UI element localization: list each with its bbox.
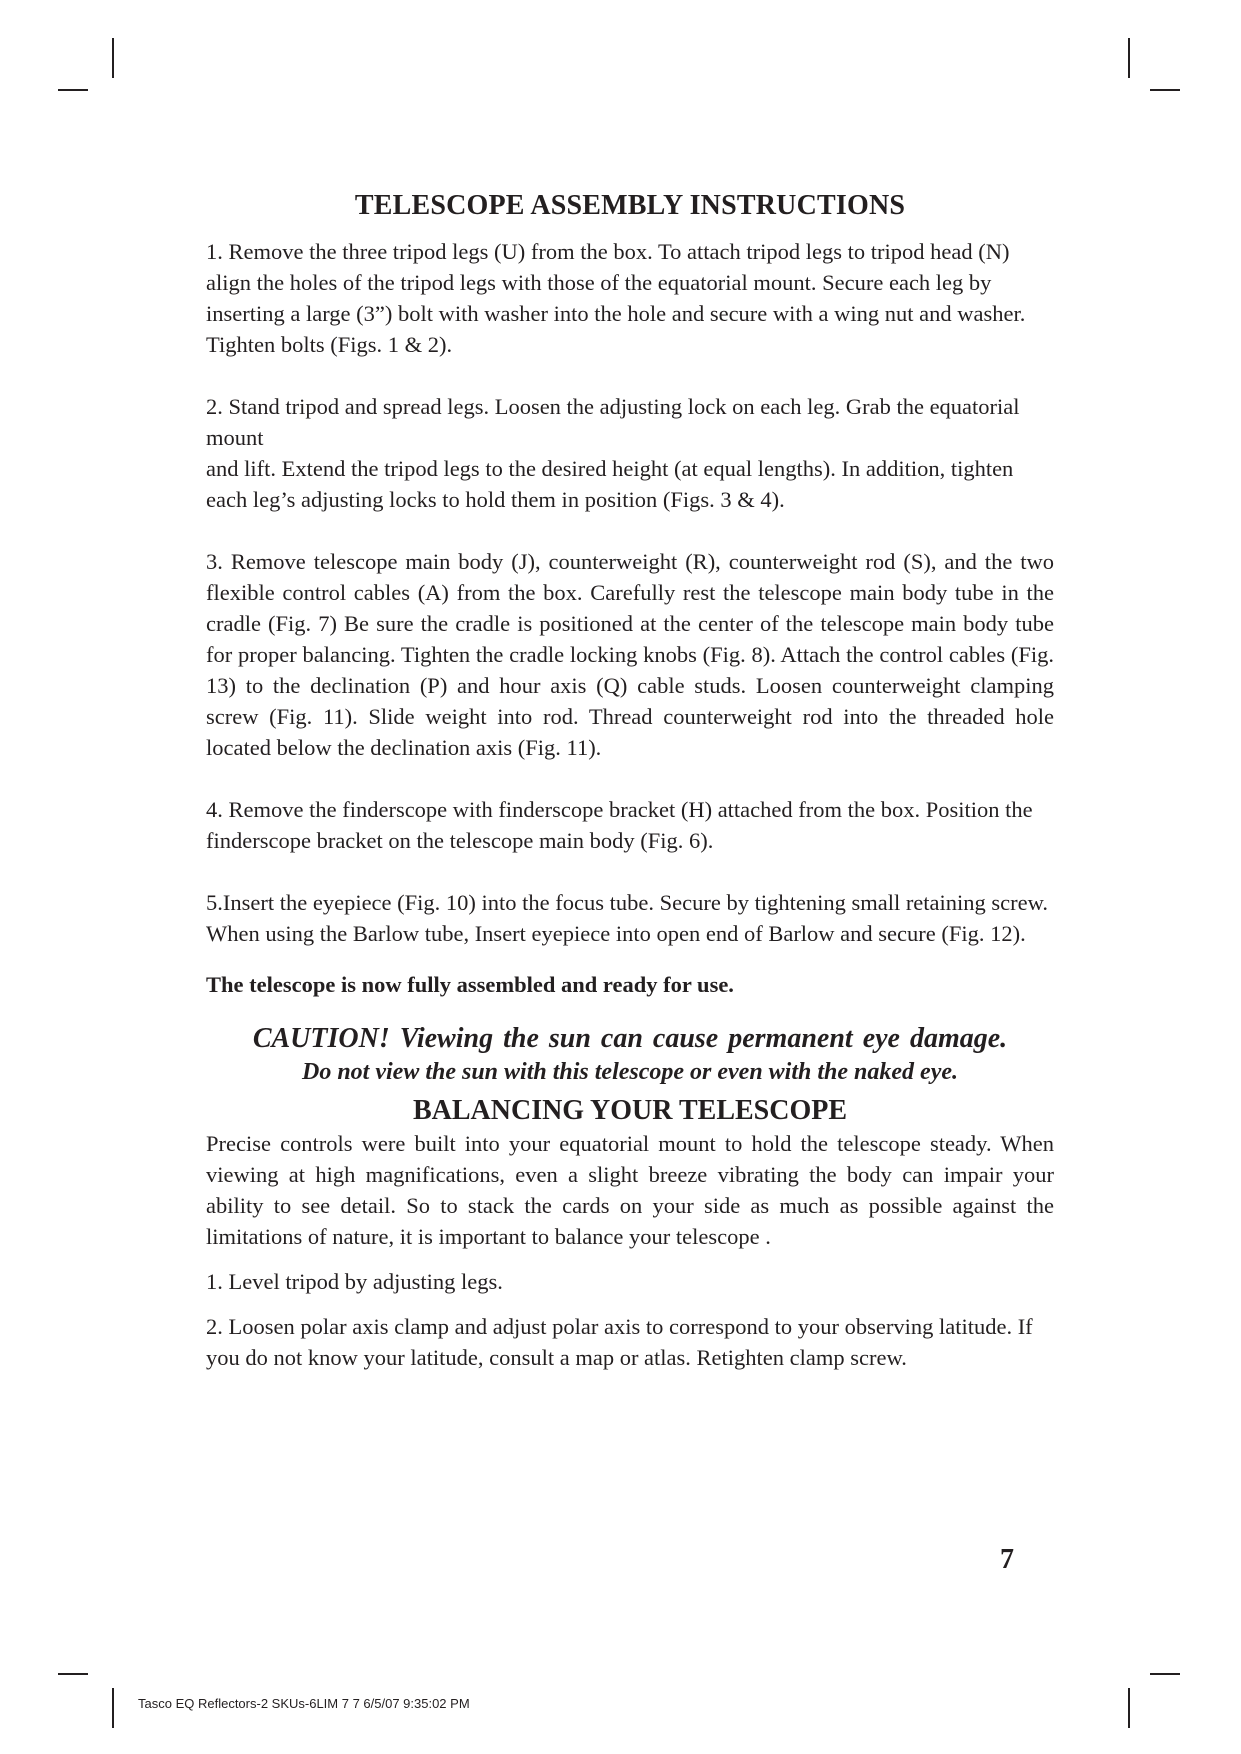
print-slug-footer: Tasco EQ Reflectors-2 SKUs-6LIM 7 7 6/5/07 9:35:02 PM xyxy=(138,1696,470,1711)
balancing-step-2: 2. Loosen polar axis clamp and adjust polar axis to correspond to your observing latitude. If you do not know your latitude, consult a map or atlas. Retighten clamp screw. xyxy=(206,1314,1033,1370)
crop-mark-bottom-left-horizontal xyxy=(58,1673,88,1675)
crop-mark-top-left-vertical xyxy=(112,38,114,78)
crop-mark-bottom-right-horizontal xyxy=(1150,1673,1180,1675)
crop-mark-bottom-right-vertical xyxy=(1128,1688,1130,1728)
crop-mark-bottom-left-vertical xyxy=(112,1688,114,1728)
page-number: 7 xyxy=(1000,1544,1014,1575)
step-4-paragraph: 4. Remove the finderscope with finderscope bracket (H) attached from the box. Position the finderscope bracket on the telescope main body (Fig. 6). xyxy=(206,797,1033,853)
balancing-step-1: 1. Level tripod by adjusting legs. xyxy=(206,1269,503,1294)
caution-subwarning: Do not view the sun with this telescope or even with the naked eye. xyxy=(302,1059,958,1085)
step-2-paragraph: 2. Stand tripod and spread legs. Loosen the adjusting lock on each leg. Grab the equatorial mount xyxy=(206,394,1020,450)
step-1-paragraph: 1. Remove the three tripod legs (U) from the box. To attach tripod legs to tripod head (N) align the holes of the tripod legs with those of the equatorial mount. Secure each leg by inserting a large (3”) bolt with washer into the hole and secure with a wing nut and washer. Tighten bolts (Figs. 1 & 2). xyxy=(206,239,1026,357)
crop-mark-top-left-horizontal xyxy=(58,89,88,91)
crop-mark-top-right-vertical xyxy=(1128,38,1130,78)
balancing-intro: Precise controls were built into your equatorial mount to hold the telescope steady. When viewing at high magnifications, even a slight breeze vibrating the body can impair your ability to see detail. So to stack the cards on your side as much as possible against the limitations of nature, it is important to balance your telescope . xyxy=(206,1131,1054,1249)
caution-warning: CAUTION! Viewing the sun can cause permanent eye damage. xyxy=(252,1023,1008,1054)
page-title: TELESCOPE ASSEMBLY INSTRUCTIONS xyxy=(354,190,906,221)
page-content xyxy=(206,190,1054,1373)
assembled-note: The telescope is now fully assembled and ready for use. xyxy=(206,972,734,997)
crop-mark-top-right-horizontal xyxy=(1150,89,1180,91)
step-5-paragraph: 5.Insert the eyepiece (Fig. 10) into the focus tube. Secure by tightening small retaining screw. When using the Barlow tube, Insert eyepiece into open end of Barlow and secure (Fig. 12). xyxy=(206,890,1049,946)
step-3-paragraph: 3. Remove telescope main body (J), counterweight (R), counterweight rod (S), and the two flexible control cables (A) from the box. Carefully rest the telescope main body tube in the cradle (Fig. 7) Be sure the cradle is positioned at the center of the telescope main body tube for proper balancing. Tighten the cradle locking knobs (Fig. 8). Attach the control cables (Fig. 13) to the declination (P) and hour axis (Q) cable studs. Loosen counterweight clamping screw (Fig. 11). Slide weight into rod. Thread counterweight rod into the threaded hole located below the declination axis (Fig. 11). xyxy=(206,549,1054,760)
section-heading-balancing: BALANCING YOUR TELESCOPE xyxy=(412,1095,848,1126)
step-2-continuation: and lift. Extend the tripod legs to the desired height (at equal lengths). In addition, tighten each leg’s adjusting locks to hold them in position (Figs. 3 & 4). xyxy=(206,456,1014,512)
